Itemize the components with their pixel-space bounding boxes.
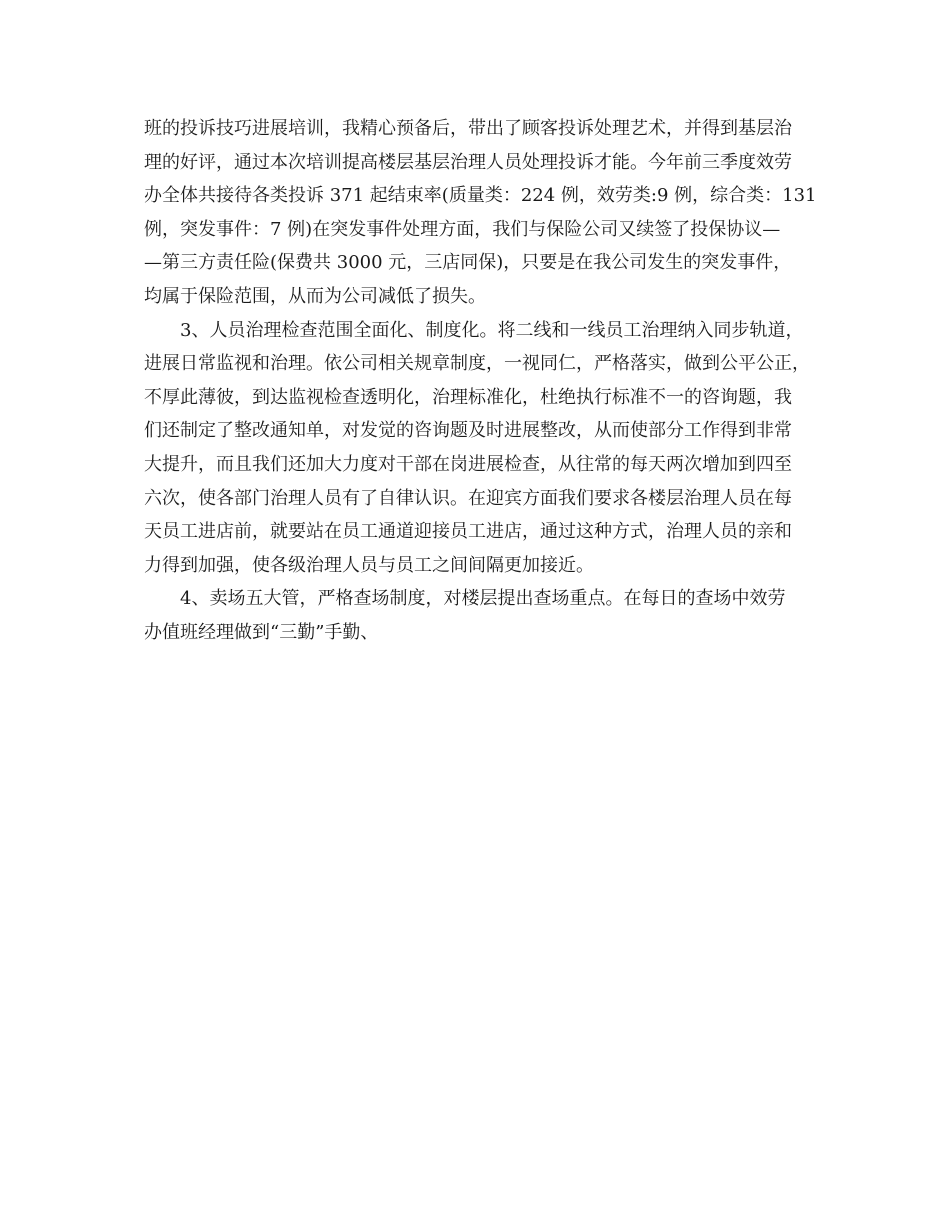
text-line: 不厚此薄彼，到达监视检查透明化，治理标准化，杜绝执行标准不一的咨询题，我: [144, 386, 792, 408]
text-line: 六次，使各部门治理人员有了自律认识。在迎宾方面我们要求各楼层治理人员在每: [144, 487, 792, 509]
body-text: [144, 112, 844, 650]
text-line: 力得到加强，使各级治理人员与员工之间间隔更加接近。: [144, 554, 594, 576]
text-line: 们还制定了整改通知单，对发觉的咨询题及时进展整改，从而使部分工作得到非常: [144, 420, 792, 442]
text-line: 大提升，而且我们还加大力度对干部在岗进展检查，从往常的每天两次增加到四至: [144, 453, 792, 475]
text-line: 班的投诉技巧进展培训，我精心预备后，带出了顾客投诉处理艺术，并得到基层治: [144, 118, 792, 139]
paragraph-start-line: 4、卖场五大管，严格查场制度，对楼层提出查场重点。在每日的查场中效劳: [180, 588, 786, 610]
text-line: 例，突发事件：7 例)在突发事件处理方面，我们与保险公司又续签了投保协议—: [144, 218, 781, 240]
text-line: —第三方责任险(保费共 3000 元，三店同保)，只要是在我公司发生的突发事件，: [144, 252, 792, 274]
text-line: 均属于保险范围，从而为公司减低了损失。: [144, 285, 486, 307]
paragraph-start-line: 3、人员治理检查范围全面化、制度化。将二线和一线员工治理纳入同步轨道，: [180, 319, 804, 341]
text-line: 天员工进店前，就要站在员工通道迎接员工进店，通过这种方式，治理人员的亲和: [144, 521, 792, 543]
text-line: 办全体共接待各类投诉 371 起结束率(质量类：224 例，效劳类:9 例，综合类：131: [144, 185, 817, 207]
text-line: 进展日常监视和治理。依公司相关规章制度，一视同仁，严格落实，做到公平公正，: [144, 353, 810, 375]
text-line: 办值班经理做到“三勤”手勤、: [144, 621, 379, 643]
text-line: 理的好评，通过本次培训提高楼层基层治理人员处理投诉才能。今年前三季度效劳: [144, 151, 792, 173]
